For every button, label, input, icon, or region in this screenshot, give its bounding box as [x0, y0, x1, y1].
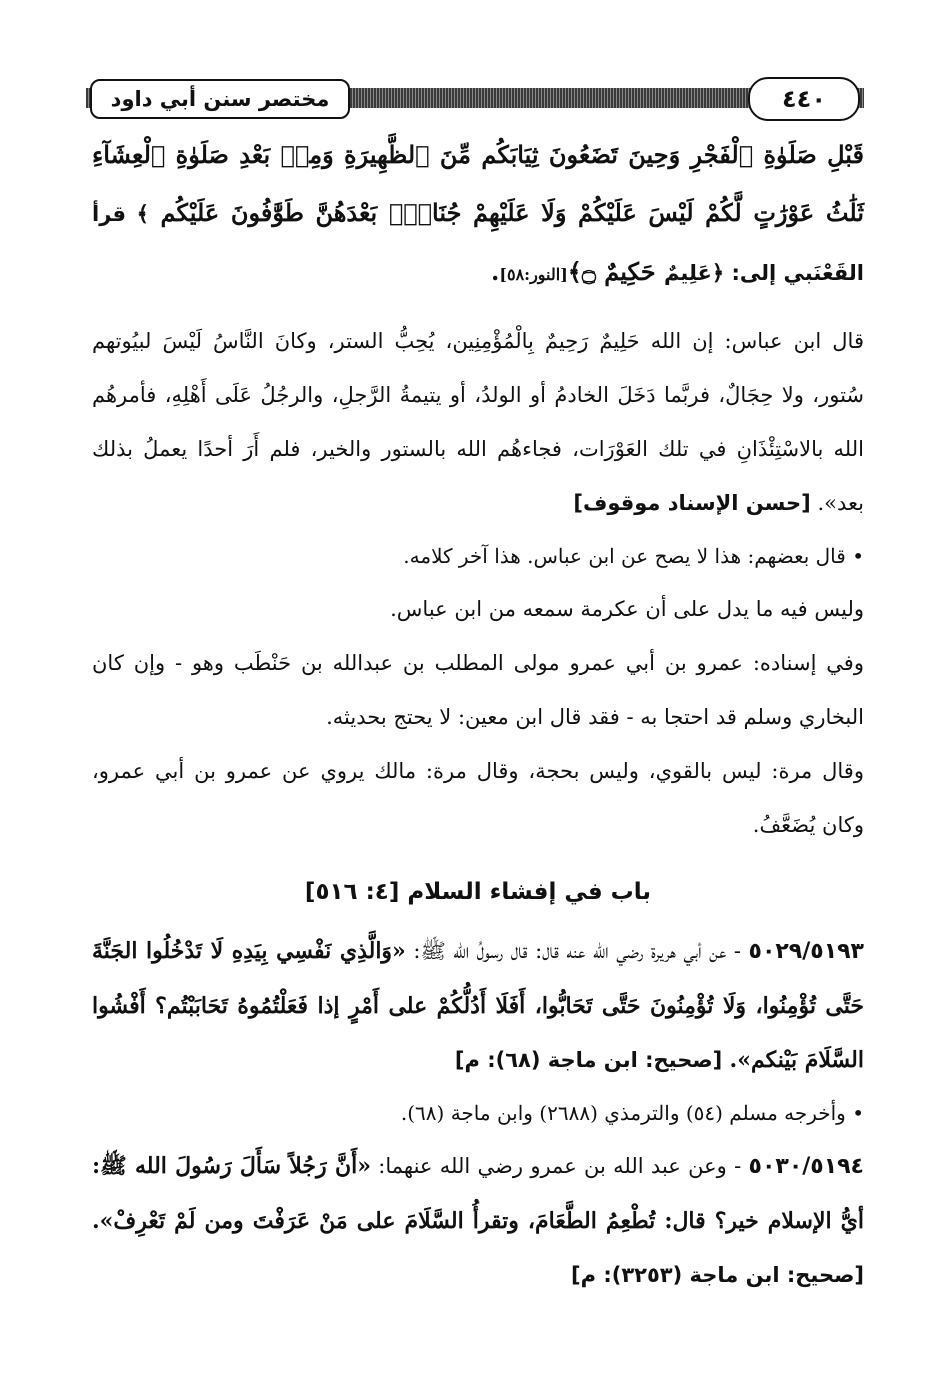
- ikrima-line: وليس فيه ما يدل على أن عكرمة سمعه من ابن عباس.: [390, 597, 864, 621]
- hadith-number: ٥٠٣٠/٥١٩٤: [748, 1154, 864, 1179]
- hadith-5193: [92, 924, 864, 1087]
- qanabi-note: ﴾ قرأ القَعْنَبي إلى: ﴿عَلِيمٌ: [92, 202, 864, 285]
- hadith-intro: - وعن عبد الله بن عمرو رضي الله عنهما:: [370, 1154, 749, 1178]
- quran-reference: [النور:٥٨]: [499, 265, 568, 284]
- quran-verse: قَبْلِ صَلَوٰةِ ٱلْفَجْرِ وَحِينَ تَضَعُونَ ثِيَابَكُم مِّنَ ٱلظَّهِيرَةِ وَمِنۢ بَعْدِ صَلَوٰةِ ٱلْعِشَآءِ ثَلَٰثُ عَوْرَٰتٍ لَّكُمْ لَيْسَ عَلَيْكُمْ وَلَا عَلَيْهِمْ جُنَاحٌۢ بَعْدَهُنَّ طَوَّٰفُونَ عَلَيْكُم ﴾ قرأ القَعْنَبي إلى: ﴿عَلِيمٌ حَكِيمٌ ۝﴾[النور:٥٨].: [92, 140, 865, 286]
- hadith-text: «وَالَّذِي نَفْسِي بِيَدِهِ لَا تَدْخُلُوا الجَنَّةَ حَتَّى تُؤْمِنُوا، وَلَا تُؤْمِنُونَ حَتَّى تَحَابُّوا، أَفَلَا أَدُلُّكُمْ على أَمْرٍ إذا فَعَلْتُمُوهُ تَحَابَبْتُم؟ أَفْشُوا السَّلَامَ بَيْنكم».: [92, 938, 864, 1073]
- commentary-bullet: • قال بعضهم: هذا لا يصح عن ابن عباس. هذا آخر كلامه.: [403, 544, 864, 568]
- grade-badge: [صحيح: ابن ماجة (٦٨): م]: [454, 1048, 730, 1072]
- quran-line-2: لَّكُمْ لَيْسَ عَلَيْكُمْ وَلَا عَلَيْهِمْ جُنَاحٌۢ بَعْدَهُنَّ طَوَّٰفُونَ عَلَيْكُم: [160, 198, 742, 227]
- page-header: [86, 76, 864, 120]
- hadith-text: «أَنَّ رَجُلاً سَأَلَ رَسُولَ الله ﷺ: أيُّ الإسلام خير؟ قال: تُطْعِمُ الطَّعَامَ، وتقرأُ السَّلَامَ على مَنْ عَرَفْتَ ومن لَمْ تَعْرِفْ».: [92, 1153, 865, 1234]
- ibn-abbas-paragraph: [92, 314, 864, 530]
- grade-badge: [حسن الإسناد موقوف]: [573, 491, 811, 515]
- page-number: ٤٤٠: [748, 77, 860, 121]
- grade-badge: [صحيح: ابن ماجة (٣٢٥٣): م]: [571, 1263, 864, 1287]
- quran-line-3: حَكِيمٌ ۝﴾: [567, 257, 656, 286]
- ibn-abbas-text: قال ابن عباس: إن الله حَلِيمٌ رَحِيمٌ بِالْمُؤْمِنِين، يُحِبُّ الستر، وكانَ النَّاسُ لَيْسَ لبيُوتهم سُتور، ولا حِجَالٌ، فربَّما دَخَلَ الخادمُ أو الولدُ، أو يتيمةُ الرَّجلِ، والرجُلُ عَلَى أَهْلِهِ، فأمرهُم الله بالاسْتِئْذَانِ في تلك العَوْرَات، فجاءهُم الله بالستور والخير، فلم أَرَ أحدًا يعملُ بذلك بعد».: [92, 329, 864, 515]
- chapter-heading: باب في إفشاء السلام [٤: ٥١٦]: [304, 879, 652, 905]
- hadith-intro: - عن أبي هريرة رضي الله عنه قال: قال رسولُ الله ﷺ:: [405, 939, 749, 963]
- isnad-paragraph: وفي إسناده: عمرو بن أبي عمرو مولى المطلب بن عبدالله بن حَنْطَب وهو - وإن كان البخاري وسلم قد احتجا به - فقد قال ابن معين: لا يحتج بحديثه.: [92, 651, 864, 729]
- quran-line-1: قَبْلِ صَلَوٰةِ ٱلْفَجْرِ وَحِينَ تَضَعُونَ ثِيَابَكُم مِّنَ ٱلظَّهِيرَةِ وَمِنۢ بَعْدِ صَلَوٰةِ ٱلْعِشَآءِ ثَلَٰثُ عَوْرَٰتٍ: [92, 140, 865, 227]
- hadith-5194: [92, 1139, 864, 1302]
- book-title: مختصر سنن أبي داود: [90, 79, 350, 119]
- takhrij-bullet: • وأخرجه مسلم (٥٤) والترمذي (٢٦٨٨) وابن ماجة (٦٨).: [400, 1101, 864, 1125]
- marra-paragraph: وقال مرة: ليس بالقوي، وليس بحجة، وقال مرة: مالك يروي عن عمرو بن أبي عمرو، وكان يُضَعَّفُ.: [92, 759, 864, 837]
- hadith-number: ٥٠٢٩/٥١٩٣: [748, 939, 864, 964]
- page-body: [92, 126, 864, 1302]
